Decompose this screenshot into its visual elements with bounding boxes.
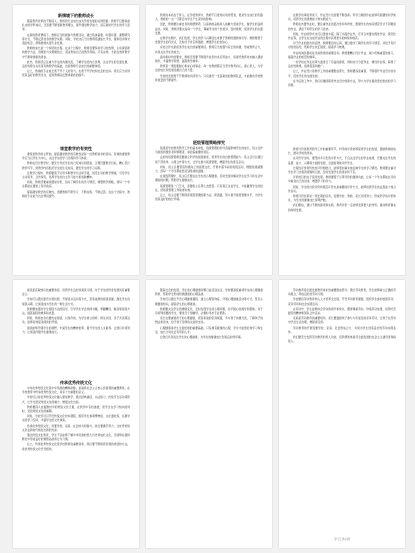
paragraph: 同时，学生的自我评价和相互评价也是重要的评价方式，能够培养学生的反思能力和合作意识。 <box>288 184 396 193</box>
section-title: 传承优秀传统文化 <box>60 380 92 385</box>
paragraph: 传承优秀传统文化，需要学校、家庭、社会的共同参与。我们要携手努力，让优秀传统文化在新时代焕发出新的光彩。 <box>22 423 130 432</box>
paragraph: 家校合作也是促进学生成长的重要途径。教师应当加强与家长的沟通，形成教育合力，共同关注学生的成长。 <box>155 45 263 54</box>
paragraph: 总之，传承优秀传统文化是学校教育的重要使命，我们要不断探索有效的途径和方法，使优秀传统文化代代相传。 <box>22 442 130 451</box>
paragraph: 良好的班级管理需要建立科学的班级制度，培养学生的自我管理能力。班主任可以通过班干部选举、小组合作等方式，让学生参与班级管理，增强学生的责任意识。 <box>155 155 263 164</box>
paragraph: 面对新时代的要求，教师还需要不断提升信息技术应用能力，将现代教育技术融入课堂教学，丰富教学资源，提高教学效率。 <box>155 54 263 64</box>
paragraph: 家长也要重视孩子的心理健康，营造和谐的家庭氛围，多与孩子沟通交流，了解孩子的想法和需求，给予孩子足够的关爱和支持。 <box>155 316 263 325</box>
paragraph: 阅读是获取知识的重要途径。培养学生良好的阅读习惯，对于学生的终身发展具有重要意义。 <box>22 288 130 297</box>
paragraph: 同时，教师自身也要热爱阅读，以身作则，为学生树立榜样。师生共读、亲子共读等活动，能够有效促进阅读的开展。 <box>22 316 130 325</box>
paragraph: 劳动教育的开展需要学校、家庭、社会形成合力，共同为学生创造良好的劳动实践条件。 <box>288 325 396 334</box>
paragraph: 此外，教师还应注重与学生的沟通交流，了解学生的内心世界，关注学生的全面发展。良好的师生关系是有效教学的基础，也是教师专业成长的重要体现。 <box>22 59 130 69</box>
paragraph: 学校可以通过开设心理健康课程、建立心理咨询室、开展心理健康活动等方式，普及心理健康知识，提高学生的心理素质。 <box>155 297 263 306</box>
paragraph: 同时，班主任要营造积极向上的班级文化，开展丰富多彩的班级活动，增强班级凝聚力，使每一个学生都能感受到集体的温暖。 <box>155 164 263 174</box>
paragraph: 在教学改革的背景下，作业设计也需要不断创新。科学合理的作业能够巩固课堂所学知识，培养学生的思维能力和实践能力。 <box>288 13 396 22</box>
section-title: 新情境下的教师成长 <box>58 13 94 18</box>
paragraph: 心理健康是学生全面发展的重要基础。只有拥有健康的心理，学生才能更好地学习和生活，成长为对社会有用的人才。 <box>155 325 263 334</box>
paragraph: 家庭是劳动教育的重要场所。家长要鼓励孩子参与力所能及的家务劳动，让孩子在劳动中学会生活自理，增强责任感。 <box>288 316 396 325</box>
document-page-1 <box>13 5 139 275</box>
section-title: 班级管理策略探究 <box>193 140 225 145</box>
paragraph: 评价的目的在于促进发展。教师要善于运用评价的激励功能，让每一个学生都能在评价中看到自己的进步，增强学习的动力。 <box>288 175 396 184</box>
paragraph: 同时，作业的形式也可以更加丰富，除了书面作业外，还可以布置实践性作业、探究性作业等，让学生在完成作业的过程中获得更多的体验和收获。 <box>288 31 396 41</box>
paragraph: 教育评价改革是一项长期的任务，需要学校、教师、家长共同努力，形成科学的评价体系，为学生的健康成长保驾护航。 <box>288 194 396 203</box>
paragraph: 作业的减负提质是当前教育的重要任务。教师要精心设计作业，减少机械重复的练习，提高作业的质量和效率。 <box>288 50 396 59</box>
paragraph: 班级是学校教育教学工作的基本单位，班级管理的好坏直接影响学生的成长。班主任作为班级的组织者和管理者，承担着重要的责任。 <box>155 146 263 155</box>
paragraph: 教育是一项需要耐心和爱心的事业。每一位教师都应当坚守教育初心，潜心育人，为学生的成长和发展贡献自己的力量。 <box>155 64 263 73</box>
document-page-4 <box>13 280 139 548</box>
paragraph: 过程性评价和终结性评价相结合，能够更加真实地反映学生的学习情况。教师要注重对学生学习过程的观察和记录，及时发现学生的进步和不足。 <box>288 165 396 175</box>
paragraph: 总之，教师的专业成长离不开个人的努力，也离不开学校和社会的支持。我们应当共同营造良好的教育生态，促进教师队伍整体素质的提升。 <box>22 69 130 78</box>
document-page-3 <box>279 5 405 275</box>
paragraph: 学校可以通过建设书香校园、开展读书活动等方式，营造浓厚的阅读氛围，激发学生的阅读兴趣，让阅读成为学生的一种生活方式。 <box>22 297 130 306</box>
paragraph: 班级管理是一门艺术，需要班主任用心去经营。只有真正关爱学生，才能赢得学生的信任，使班级管理工作取得实效。 <box>155 183 263 192</box>
paragraph: 课堂是教学的主阵地，提高课堂教学的有效性是每一位教师追求的目标。有效的课堂教学应当以学生为中心，关注学生的学习过程和学习体验。 <box>22 152 130 161</box>
paragraph: 随着社会的发展，学生的心理健康问题日益受到关注。学校要高度重视学生的心理健康教育，帮助学生形成积极健康的心理品质。 <box>155 288 263 297</box>
paragraph: 在新的教育情境下，教师应当积极参与教研活动，通过集体备课、听课评课、课题研究等方式，不断反思自身的教学实践。同时，学校也应当为教师搭建成长平台，提供培训和交流的机会，帮助教师实现专业发展。 <box>22 32 130 46</box>
paragraph: 在劳动中，学生能够体会劳动的艰辛和快乐，懂得尊重劳动、珍惜劳动成果，培养吃苦耐劳的精神和团队合作意识。 <box>288 306 396 316</box>
paragraph: 在评价学生时，要坚持多元化的评价方式，不仅关注学生的学业成绩，还要关注学生的品德、能力、兴趣等方面的发展，全面客观地评价学生。 <box>288 156 396 165</box>
paragraph: 教师的成长是一个持续的过程。在这个过程中，教师需要保持学习的热情，主动探索新的教学方法，将理论与实践相结合，逐步形成自己的教学风格。只有这样，才能在教育教学中不断取得新的进步。 <box>22 46 130 59</box>
paragraph: 在教学过程中，教师要善于运用多种教学方法和手段，创设生动的教学情境，引导学生主动思考、合作探究，培养学生的自主学习能力和创新精神。 <box>22 170 130 180</box>
paragraph: 提高课堂教学的有效性，需要教师不断学习、不断实践、不断反思。在这个过程中，教师的专业能力也会得到提升。 <box>22 189 130 198</box>
paragraph: 教育的本质在于育人。在学校教育中，教师不仅是知识的传授者，更是学生成长的引路人。教师的一言一行都会对学生产生深远的影响。 <box>155 13 263 22</box>
document-page-6 <box>279 280 405 548</box>
paragraph: 教师要深入挖掘教材中的传统文化元素，在教学中有机渗透，使学生在学习知识的同时，受到传统文化的熏陶。 <box>22 404 130 414</box>
paragraph: 总之，班主任要不断探索班级管理的新方法、新思路，努力提升班级管理水平，为学生创造良好的成长环境。 <box>155 193 263 202</box>
paragraph: 一些学校在作业改革方面进行了有益的探索，例如实行分层作业、弹性作业等，取得了良好的效果，值得借鉴和推广。 <box>288 60 396 69</box>
paragraph: 总之，作业设计是教学工作的重要组成部分，教师要高度重视，不断提升作业设计的水平，促进学生的全面发展。 <box>288 69 396 78</box>
paragraph: 学校的发展离不开教师的共同努力。只有建设一支高素质的教师队伍，才能推动学校教育质量的不断提升。 <box>155 73 263 82</box>
paragraph: 学校可以将优秀传统文化融入课堂教学，通过经典诵读、书法练习、传统节日活动等形式，让学生感受传统文化的魅力，增强文化自信。 <box>22 395 130 404</box>
section-title: 课堂教学的有效性 <box>60 146 92 151</box>
paragraph: 对于作业的批改和反馈，教师要及时认真，通过批改了解学生的学习情况，并给予有针对性的指导，帮助学生改正错误，提高学习效果。 <box>288 41 396 50</box>
paragraph: 因此，教师要注重自身的师德修养，以高尚的品格和人格魅力感染学生，做学生的良师益友。同时，教师还要关爱每一个学生，尊重学生的个性差异，因材施教，促进学生的全面发展。 <box>155 22 263 35</box>
paragraph: 我们相信，通过不断的探索和实践，教育评价一定能够发挥更大的作用，推动教育事业的持续发展。 <box>288 203 396 212</box>
paragraph: 教师在设计教学时，要充分考虑学生的已有知识和经验，合理设置教学目标，精心设计教学环节，使教学内容贴近学生的生活实际，激发学生的学习兴趣。 <box>22 161 130 170</box>
paragraph: 让我们共同关注学生的心理健康，为学生的健康成长创造良好的环境。 <box>160 335 244 340</box>
paragraph: 学校要将劳动教育纳入人才培养全过程，开设劳动教育课程，组织学生参加校园劳动、家务劳动和社会实践活动。 <box>288 297 396 306</box>
paragraph: 阅读能够开阔学生的视野，丰富学生的精神世界，提升学生的人文素养。让我们共同努力，让阅读伴随学生健康成长。 <box>22 325 130 334</box>
paragraph: 教师要加强对学生阅读方法的指导，引导学生学会选择书籍，掌握精读、略读等阅读方法，提高阅读的效率和质量。 <box>22 306 130 316</box>
paragraph: 教育评价是教育教学工作的重要环节。科学的评价能够促进学生的发展，激励教师的成长，推动学校的进步。 <box>288 147 396 156</box>
paragraph: 在教学实践中，我们发现，学生的学习兴趣往往来源于教师的激励和引导。教师要善于发现学生的闪光点，及时给予肯定和鼓励，增强学生的自信心。 <box>155 36 263 45</box>
paragraph: 劳动教育是全面发展教育体系的重要组成部分。通过劳动教育，学生能够树立正确的劳动观念，养成良好的劳动习惯。 <box>288 288 396 297</box>
paragraph: 我们要充分发挥劳动教育的育人功能，培养德智体美劳全面发展的社会主义建设者和接班人。 <box>288 335 396 344</box>
paragraph: 在今后的工作中，我们将继续探索作业设计的新方法，努力为学生提供更加优质的学习资源。 <box>288 78 396 88</box>
page-footer: 学习工作心得 <box>334 538 350 541</box>
document-page-2 <box>146 5 272 275</box>
paragraph: 同时，学校还可以开设传统文化校本课程，组织学生参观博物馆、文化遗址等，拓展学生的学习空间，丰富学生的文化体验。 <box>22 414 130 423</box>
paragraph: 教师在布置作业时，要注重作业的层次性和多样性，根据学生的实际情况设计不同难度的作业，满足不同学生的学习需求。 <box>288 22 396 31</box>
paragraph: 中华优秀传统文化是中华民族的精神命脉，是涵养社会主义核心价值观的重要源泉。在学校教育中传承优秀传统文化，具有十分重要的意义。 <box>22 386 130 395</box>
document-page-5 <box>146 280 272 548</box>
paragraph: 在班级管理中，班主任还要关注学生的心理健康，及时发现并解决学生在学习和生活中遇到的问题，帮助学生健康成长。 <box>155 174 263 183</box>
paragraph: 教师要关注学生的情绪变化，及时发现学生的心理问题，给予耐心的疏导和帮助。对于有特殊需要的学生，要进行个别辅导，必要时寻求专业帮助。 <box>155 306 263 316</box>
paragraph: 同时，教师还要重视课堂评价，及时了解学生的学习情况，调整教学策略，使每一个学生都能在课堂上有所收获。 <box>22 180 130 189</box>
paragraph: 随着教育改革的不断深入，教师的专业成长成为学校发展的关键因素。教师不仅要具备扎实的学科知识，还需要不断更新教育理念，提升课堂教学能力，适应新时代学生的学习需求。 <box>22 19 130 32</box>
paragraph: 通过传统文化教育，学生不仅能够了解中华民族的悠久历史和灿烂文化，还能够在潜移默化中形成良好的道德品质和行为习惯。 <box>22 433 130 442</box>
